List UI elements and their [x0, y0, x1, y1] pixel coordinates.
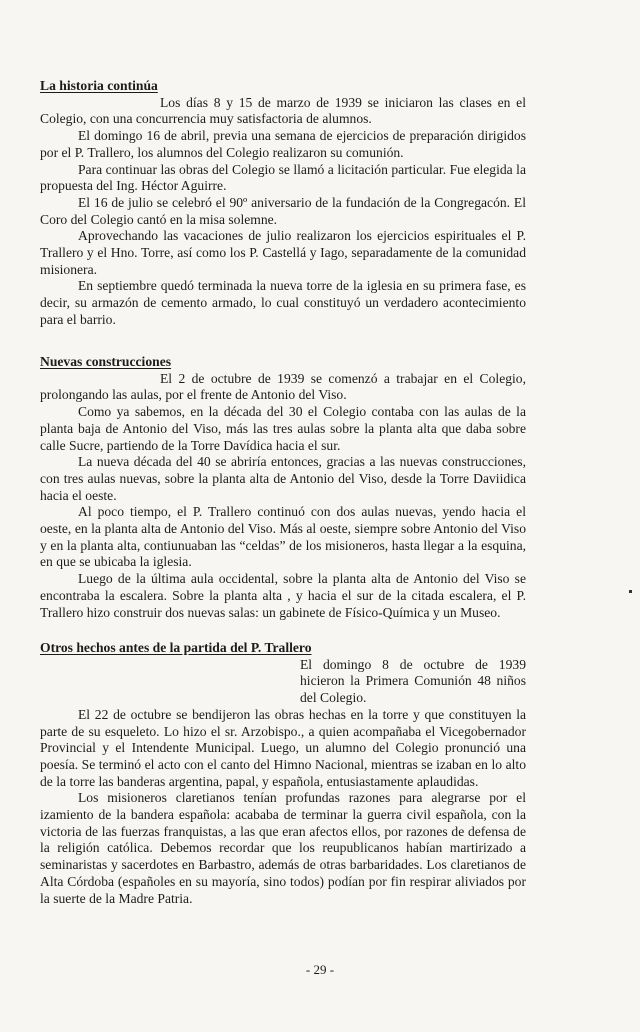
paragraph: El 16 de julio se celebró el 90º aniversario de la fundación de la Congregacón. El Coro del Colegio cantó en la misa solemne. — [40, 194, 526, 227]
paragraph: El 22 de octubre se bendijeron las obras hechas en la torre y que constituyen la parte de su esqueleto. Lo hizo el sr. Arzobispo., a quien acompañaba el Vicegobernador Provincial y el Intendente Municipal. Luego, un alumno del Colegio pronunció una poesía. Se terminó el acto con el canto del Himno Nacional, mientras se izaban en lo alto de la torre las banderas argentina, papal, y española, entusiastamente aplaudidas. — [40, 706, 526, 789]
paragraph: En septiembre quedó terminada la nueva torre de la iglesia en su primera fase, es decir, su armazón de cemento armado, lo cual constituyó un verdadero acontecimiento para el barrio. — [40, 278, 526, 327]
paragraph: Para continuar las obras del Colegio se llamó a licitación particular. Fue elegida la propuesta del Ing. Héctor Aguirre. — [40, 161, 526, 194]
page-number: - 29 - — [305, 962, 335, 977]
paragraph: Los días 8 y 15 de marzo de 1939 se iniciaron las clases en el Colegio, con una concurrencia muy satisfactoria de alumnos. — [40, 94, 526, 127]
paragraph: Al poco tiempo, el P. Trallero continuó con dos aulas nuevas, yendo hacia el oeste, en la planta alta de Antonio del Viso. Más al oeste, siempre sobre Antonio del Viso y en la planta alta, contiunuaban las “celdas” de los misioneros, hasta llegar a la esquina, en que se ubicaba la iglesia. — [40, 504, 526, 570]
paragraph: Aprovechando las vacaciones de julio realizaron los ejercicios espirituales el P. Trallero y el Hno. Torre, así como los P. Castellá y Iago, separadamente de la comunidad misionera. — [40, 228, 526, 277]
section-nuevas-construcciones — [40, 354, 526, 621]
paragraph: Como ya sabemos, en la década del 30 el Colegio contaba con las aulas de la planta baja de Antonio del Viso, más las tres aulas sobre la planta alta que daba sobre calle Sucre, partiendo de la Torre Davídica hacia el sur. — [40, 404, 526, 453]
section-otros-hechos — [40, 640, 526, 907]
paragraph: La nueva década del 40 se abriría entonces, gracias a las nuevas construcciones, con tres aulas nuevas, sobre la planta alta de Antonio del Viso, desde la Torre Daviidica hacia el oeste. — [40, 454, 526, 503]
paragraph: Luego de la última aula occidental, sobre la planta alta de Antonio del Viso se encontraba la escalera. Sobre la planta alta , y hacia el sur de la citada escalera, el P. Trallero hizo construir dos nuevas salas: un gabinete de Físico-Química y un Museo. — [40, 571, 526, 620]
section-heading: Nuevas construcciones — [40, 354, 172, 369]
section-heading: Otros hechos antes de la partida del P. Trallero — [40, 640, 312, 655]
section-heading: La historia continúa — [40, 78, 158, 93]
section-la-historia-continua — [40, 78, 526, 329]
scan-mark — [629, 590, 632, 593]
paragraph: El domingo 8 de octubre de 1939 hicieron la Primera Comunión 48 niños del Colegio. — [300, 656, 526, 706]
paragraph: Los misioneros claretianos tenían profundas razones para alegrarse por el izamiento de la bandera española: acababa de terminar la guerra civil española, con la victoria de las fuerzas franquistas, a las que eran afectos ellos, por razones de defensa de la religión católica. Debemos recordar que los reupublicanos habían martirizado a seminaristas y sacerdotes en Barbastro, además de otras barbaridades. Los claretianos de Alta Córdoba (españoles en su mayoría, sino todos) podían por fin respirar aliviados por la suerte de la Madre Patria. — [40, 790, 526, 906]
paragraph: El 2 de octubre de 1939 se comenzó a trabajar en el Colegio, prolongando las aulas, por el frente de Antonio del Viso. — [40, 370, 526, 403]
paragraph: El domingo 16 de abril, previa una semana de ejercicios de preparación dirigidos por el P. Trallero, los alumnos del Colegio realizaron su comunión. — [40, 128, 526, 160]
